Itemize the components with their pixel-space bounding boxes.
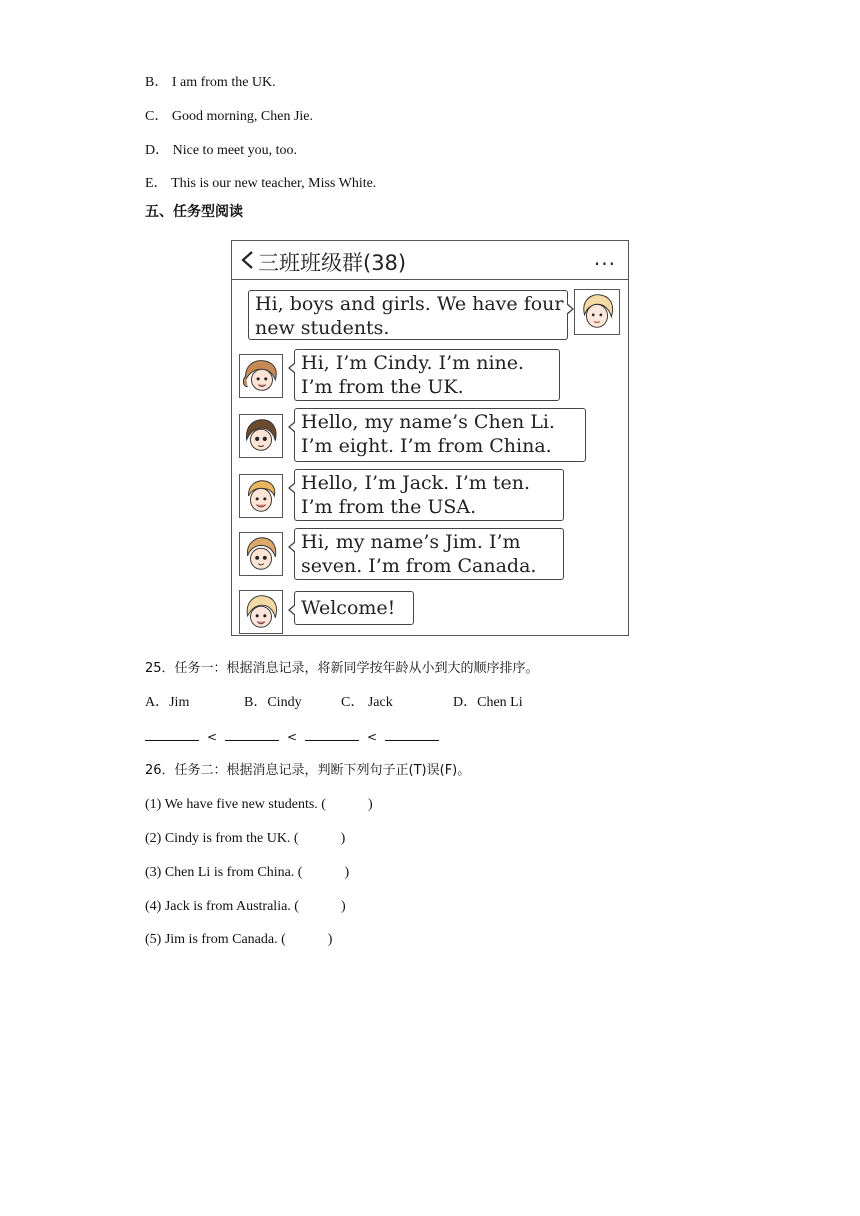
q25-choice-a: A．Jim (145, 695, 190, 710)
chat-bubble-cindy (294, 349, 560, 401)
option-text: This is our new teacher, Miss White. (171, 176, 377, 191)
q25-choice-c: C． Jack (341, 695, 393, 710)
bubble-line: Welcome! (301, 597, 396, 619)
option-letter: B． (145, 75, 169, 90)
cindy-avatar-icon (239, 354, 283, 398)
option-c (145, 108, 313, 126)
option-text: Good morning, Chen Jie. (171, 109, 313, 124)
less-than-sign: < (206, 730, 218, 744)
chat-bubble-jim (294, 528, 564, 580)
answer-blank[interactable] (385, 728, 439, 741)
q25-choice-d: D．Chen Li (453, 695, 523, 710)
chat-bubble-jack (294, 469, 564, 521)
option-letter: E． (145, 176, 168, 191)
q26-prompt: 26．任务二：根据消息记录，判断下列句子正(T)误(F)。 (145, 763, 471, 778)
jack-avatar-icon (239, 474, 283, 518)
option-d (145, 142, 297, 160)
teacher-welcome-avatar-icon (239, 590, 283, 634)
more-icon: ··· (593, 252, 616, 276)
q26-item-5: (5) Jim is from Canada. ( ) (145, 932, 333, 947)
option-text: Nice to meet you, too. (172, 143, 298, 158)
q26-item-2: (2) Cindy is from the UK. ( ) (145, 831, 346, 846)
teacher-avatar-icon (574, 289, 620, 335)
bubble-line: Hi, boys and girls. We have four (255, 293, 564, 315)
bubble-line: Hello, my name’s Chen Li. (301, 411, 555, 433)
chat-bubble-teacher (248, 290, 568, 340)
answer-blank[interactable] (225, 728, 279, 741)
q25-prompt: 25．任务一：根据消息记录，将新同学按年龄从小到大的顺序排序。 (145, 661, 539, 676)
option-letter: C． (145, 109, 169, 124)
chat-bubble-welcome (294, 591, 414, 625)
bubble-line: I’m from the UK. (301, 376, 464, 398)
jim-avatar-icon (239, 532, 283, 576)
answer-blank[interactable] (145, 728, 199, 741)
chat-title: 三班班级群(38) (258, 251, 407, 275)
chen-li-avatar-icon (239, 414, 283, 458)
bubble-line: Hello, I’m Jack. I’m ten. (301, 472, 531, 494)
bubble-line: Hi, I’m Cindy. I’m nine. (301, 352, 525, 374)
section-heading: 五、任务型阅读 (145, 204, 243, 220)
q25-choice-b: B．Cindy (244, 695, 302, 710)
chat-header (232, 241, 628, 280)
bubble-line: seven. I’m from Canada. (301, 555, 537, 577)
q26-item-1: (1) We have five new students. ( ) (145, 797, 373, 812)
bubble-line: Hi, my name’s Jim. I’m (301, 531, 521, 553)
q25-order-blanks (145, 728, 439, 747)
back-arrow-icon (239, 250, 255, 270)
bubble-line: I’m eight. I’m from China. (301, 435, 552, 457)
less-than-sign: < (366, 730, 378, 744)
less-than-sign: < (286, 730, 298, 744)
bubble-line: I’m from the USA. (301, 496, 477, 518)
option-b (145, 74, 276, 92)
answer-blank[interactable] (305, 728, 359, 741)
option-e (145, 175, 376, 193)
bubble-line: new students. (255, 317, 390, 339)
q26-item-3: (3) Chen Li is from China. ( ) (145, 865, 350, 880)
option-letter: D． (145, 143, 170, 158)
chat-figure (231, 240, 629, 636)
option-text: I am from the UK. (171, 75, 276, 90)
q26-item-4: (4) Jack is from Australia. ( ) (145, 899, 346, 914)
chat-bubble-chen-li (294, 408, 586, 462)
